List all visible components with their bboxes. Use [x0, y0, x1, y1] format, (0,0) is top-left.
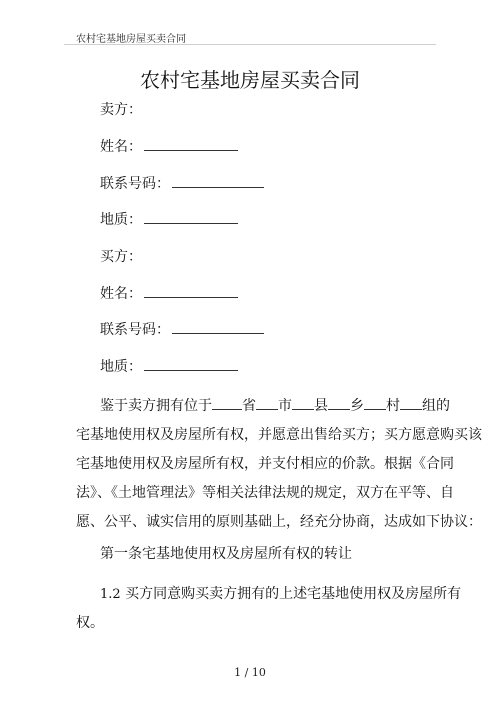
seller-address-blank[interactable] [144, 211, 238, 224]
buyer-name-blank[interactable] [144, 285, 238, 298]
group-blank[interactable] [400, 396, 422, 410]
page-number: 1 / 10 [234, 666, 266, 679]
document-title: 农村宅基地房屋买卖合同 [140, 68, 360, 92]
city-blank[interactable] [256, 396, 278, 410]
buyer-name-field: 姓名： [100, 285, 238, 303]
clause-1-2-line-1: 1.2 买方同意购买卖方拥有的上述宅基地使用权及房屋所有 [100, 586, 462, 602]
buyer-address-field: 地质： [100, 358, 238, 376]
preamble-line-1: 鉴于卖方拥有位于 省 市 县 乡 村 组的 [100, 398, 450, 414]
preamble-line-2: 宅基地使用权及房屋所有权，并愿意出售给买方；买方愿意购买该 [76, 427, 482, 443]
village-blank[interactable] [364, 396, 386, 410]
county-blank[interactable] [292, 396, 314, 410]
article-1-heading: 第一条宅基地使用权及房屋所有权的转让 [100, 546, 352, 562]
seller-phone-blank[interactable] [172, 175, 264, 188]
preamble-line-3: 宅基地使用权及房屋所有权，并支付相应的价款。根据《合同 [76, 456, 454, 472]
buyer-phone-blank[interactable] [172, 321, 264, 334]
seller-address-field: 地质： [100, 211, 238, 229]
seller-phone-field: 联系号码： [100, 175, 264, 193]
header-divider [64, 44, 436, 45]
province-blank[interactable] [212, 396, 242, 410]
township-blank[interactable] [328, 396, 350, 410]
seller-heading: 卖方： [100, 102, 142, 118]
buyer-heading: 买方： [100, 249, 142, 265]
seller-name-blank[interactable] [144, 138, 238, 151]
buyer-phone-field: 联系号码： [100, 321, 264, 339]
preamble-paragraph [76, 392, 482, 537]
clause-1-2-line-2: 权。 [76, 615, 104, 631]
seller-name-field: 姓名： [100, 138, 238, 156]
preamble-line-4: 法》、《土地管理法》等相关法律法规的规定，双方在平等、自 [76, 485, 454, 501]
clause-1-2 [76, 580, 462, 638]
preamble-line-5: 愿、公平、诚实信用的原则基础上，经充分协商，达成如下协议： [76, 514, 482, 530]
running-header: 农村宅基地房屋买卖合同 [76, 34, 186, 45]
buyer-address-blank[interactable] [144, 358, 238, 371]
